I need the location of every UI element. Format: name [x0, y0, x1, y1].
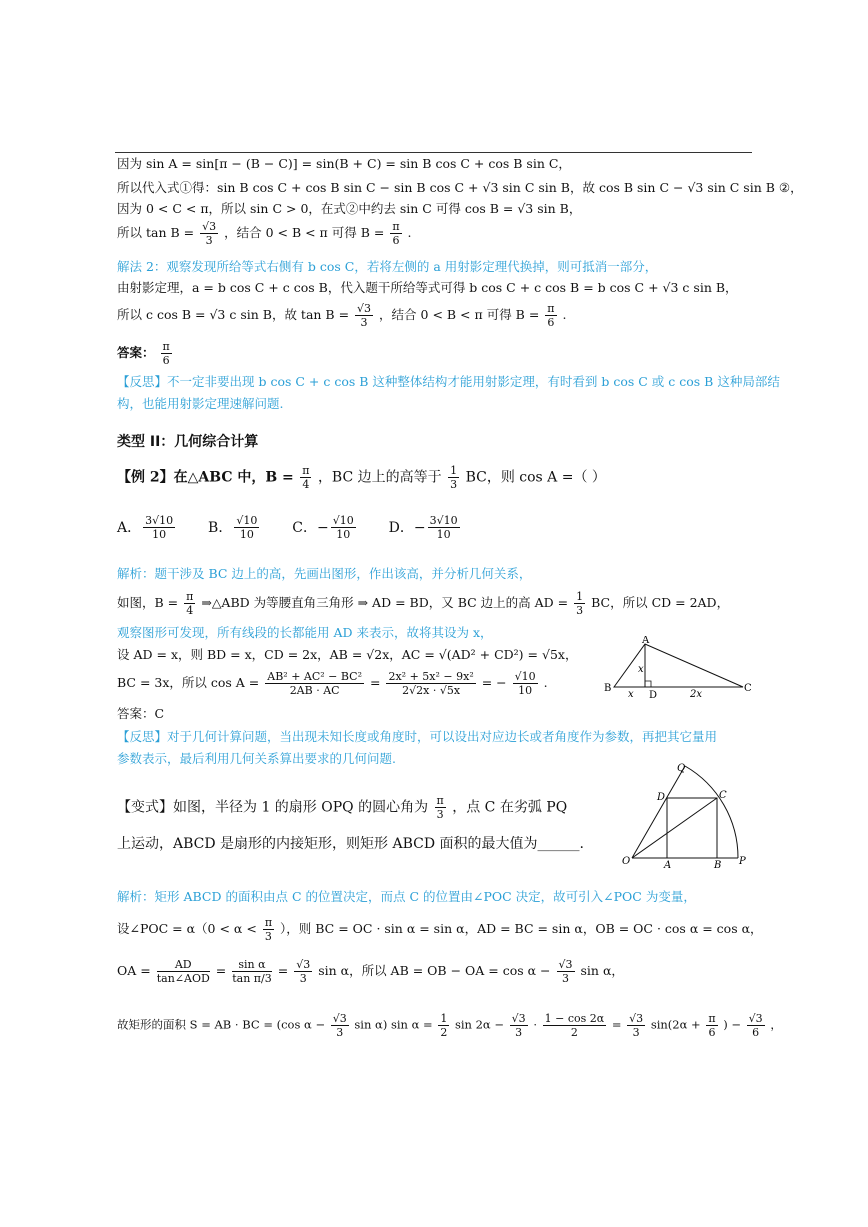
- radius-oq: [632, 766, 685, 858]
- fraction: $\frac{√3}{3}$: [558, 958, 573, 985]
- reflection-1-line-1: 【反思】不一定非要出现 b cos C + c cos B 这种整体结构才能用射影定理，有时看到 b cos C 或 c cos B 这种局部结: [117, 374, 780, 389]
- analysis-2-line-1: 解析：题干涉及 BC 边上的高，先画出图形，作出该高，并分析几何关系，: [117, 566, 532, 581]
- arc-pq: [685, 766, 738, 858]
- option-b: B． $\frac{√10}{10}$: [208, 514, 258, 541]
- analysis-3-line-4: 故矩形的面积 S = AB · BC = (cos α − $\frac{√3}{3}$ sin α) sin α = $\frac{1}{2}$ sin 2α − $\frac{√3}{3}$ · $\frac{1 - \cos 2\alpha}{2}$ = $\frac{√3}{3}$ sin(2α + $\frac{\pi}{6}$ ) − $\frac{√3}{6}$ ，: [117, 1012, 782, 1039]
- fraction: $\frac{\pi}{3}$: [436, 794, 444, 821]
- label-c: C: [719, 790, 727, 801]
- solution-line-4: 所以 tan B = $\frac{√3}{3}$ ，结合 0 < B < π 可得 B = $\frac{\pi}{6}$ .: [117, 220, 412, 247]
- fraction: $\frac{1}{3}$: [450, 464, 458, 491]
- options-row: [117, 514, 462, 541]
- label-q: Q: [677, 763, 686, 774]
- fraction: $\frac{\text{2x² + 5x² − 9x²}}{2√2x \cdot √5x}$: [388, 670, 474, 697]
- analysis-2-line-4: 设 AD = x，则 BD = x，CD = 2x，AB = √2x，AC = √(AD² + CD²) = √5x，: [117, 647, 578, 662]
- solution-line-3: 因为 0 < C < π，所以 sin C > 0，在式②中约去 sin C 可得 cos B = √3 sin B，: [117, 201, 582, 216]
- analysis-3-line-3: OA = $\frac{AD}{\text{tan∠AOD}}$ = $\frac{\text{sin α}}{\text{tan π/3}}$ = $\frac{√3}{3}$ sin α，所以 AB = OB − OA = cos α − $\frac{√3}{3}$ sin α，: [117, 958, 624, 985]
- variant-question-line-1: 【变式】如图，半径为 1 的扇形 OPQ 的圆心角为 $\frac{\pi}{3}$ ，点 C 在劣弧 PQ: [117, 794, 568, 821]
- right-angle-mark: [645, 681, 651, 687]
- label-x-bd: x: [628, 689, 634, 700]
- analysis-3-line-1: 解析：矩形 ABCD 的面积由点 C 的位置决定，而点 C 的位置由∠POC 决定，故可引入∠POC 为变量，: [117, 889, 696, 904]
- label-d: D: [657, 792, 666, 803]
- label-p: P: [739, 856, 746, 867]
- solution-line-2: 所以代入式①得：sin B cos C + cos B sin C − sin B cos C + √3 sin C sin B，故 cos B sin C − √3 sin C sin B ②，: [117, 180, 803, 195]
- label-o: O: [622, 856, 631, 867]
- fraction: $\frac{√3}{3}$: [511, 1012, 526, 1039]
- fraction: $\frac{\text{sin α}}{\text{tan π/3}}$: [232, 958, 272, 985]
- reflection-1-line-2: 构，也能用射影定理速解问题.: [117, 396, 284, 411]
- label-a: A: [642, 636, 650, 646]
- label-c: C: [744, 683, 752, 694]
- analysis-3-line-2: 设∠POC = α（0 < α < $\frac{\pi}{3}$ ），则 BC = OC · sin α = sin α，AD = BC = sin α，OB = OC · cos α = cos α，: [117, 916, 763, 943]
- fraction: $\frac{√3}{3}$: [296, 958, 311, 985]
- variant-question-line-2: 上运动，ABCD 是扇形的内接矩形，则矩形 ABCD 面积的最大值为______.: [117, 836, 584, 852]
- analysis-2-line-3: 观察图形可发现，所有线段的长都能用 AD 来表示，故将其设为 x，: [117, 625, 493, 640]
- option-c: C．− $\frac{√10}{10}$: [292, 514, 354, 541]
- label-b: B: [714, 860, 722, 870]
- label-x-ad: x: [638, 664, 644, 675]
- fraction: $\frac{\pi}{4}$: [302, 464, 310, 491]
- label-2x-dc: 2x: [690, 689, 703, 700]
- method2-line-3: 所以 c cos B = √3 c sin B，故 tan B = $\frac{√3}{3}$ ，结合 0 < B < π 可得 B = $\frac{\pi}{6}$ .: [117, 302, 567, 329]
- fraction: $\frac{1}{2}$: [440, 1012, 448, 1039]
- example-2-question: 【例 2】在△ABC 中，B = $\frac{\pi}{4}$ ，BC 边上的高等于 $\frac{1}{3}$ BC，则 cos A =（ ）: [117, 464, 606, 491]
- fraction: $\frac{√10}{10}$: [514, 670, 536, 697]
- reflection-2-line-1: 【反思】对于几何计算问题，当出现未知长度或角度时，可以设出对应边长或者角度作为参数，再把其它量用: [117, 729, 718, 744]
- fraction: $\frac{\pi}{6}$: [708, 1012, 716, 1039]
- section-heading: 类型 II：几何综合计算: [117, 434, 259, 450]
- header-rule: [115, 152, 752, 153]
- label-d: D: [649, 690, 658, 700]
- analysis-2-line-2: 如图，B = $\frac{\pi}{4}$ ⇒△ABD 为等腰直角三角形 ⇒ AD = BD，又 BC 边上的高 AD = $\frac{1}{3}$ BC，所以 CD = 2AD，: [117, 590, 730, 617]
- solution-line-1: 因为 sin A = sin[π − (B − C)] = sin(B + C) = sin B cos C + cos B sin C，: [117, 156, 571, 171]
- fraction: $\frac{√3}{3}$: [332, 1012, 347, 1039]
- segment-oc: [632, 798, 717, 858]
- sector-figure: [620, 760, 750, 870]
- answer-1: 答案： $\frac{\pi}{6}$: [117, 340, 170, 367]
- fraction: $\frac{\pi}{6}$: [392, 220, 400, 247]
- triangle-abc: [614, 644, 743, 687]
- analysis-2-line-5: BC = 3x，所以 cos A = $\frac{\text{AB² + AC² − BC²}}{2AB \cdot AC}$ = $\frac{\text{2x² + 5x² − 9x²}}{2√2x \cdot √5x}$ = − $\frac{√10}{10}$ .: [117, 670, 548, 697]
- label-a: A: [664, 860, 672, 870]
- fraction: $\frac{\pi}{6}$: [547, 302, 555, 329]
- option-d: D．− $\frac{3√10}{10}$: [388, 514, 458, 541]
- fraction: $\frac{√3}{3}$: [357, 302, 372, 329]
- option-a: A． $\frac{3√10}{10}$: [117, 514, 174, 541]
- fraction: $\frac{\pi}{4}$: [186, 590, 194, 617]
- fraction: $\frac{1 - \cos 2\alpha}{2}$: [544, 1012, 605, 1039]
- fraction: $\frac{√3}{3}$: [202, 220, 217, 247]
- fraction: $\frac{\pi}{3}$: [264, 916, 273, 943]
- fraction: $\frac{\text{AB² + AC² − BC²}}{2AB \cdot AC}$: [267, 670, 363, 697]
- answer-2: 答案：C: [117, 706, 165, 721]
- triangle-figure: [598, 636, 758, 700]
- method2-line-1: 解法 2：观察发现所给等式右侧有 b cos C，若将左侧的 a 用射影定理代换掉，则可抵消一部分，: [117, 259, 658, 274]
- fraction: $\frac{1}{3}$: [576, 590, 584, 617]
- fraction: $\frac{AD}{\text{tan∠AOD}}$: [156, 958, 210, 985]
- reflection-2-line-2: 参数表示，最后利用几何关系算出要求的几何问题.: [117, 751, 396, 766]
- fraction: $\frac{√3}{3}$: [629, 1012, 644, 1039]
- method2-line-2: 由射影定理，a = b cos C + c cos B，代入题干所给等式可得 b cos C + c cos B = b cos C + √3 c sin B，: [117, 280, 738, 295]
- fraction: $\frac{\pi}{6}$: [162, 340, 170, 367]
- label-b: B: [604, 683, 612, 694]
- fraction: $\frac{√3}{6}$: [748, 1012, 763, 1039]
